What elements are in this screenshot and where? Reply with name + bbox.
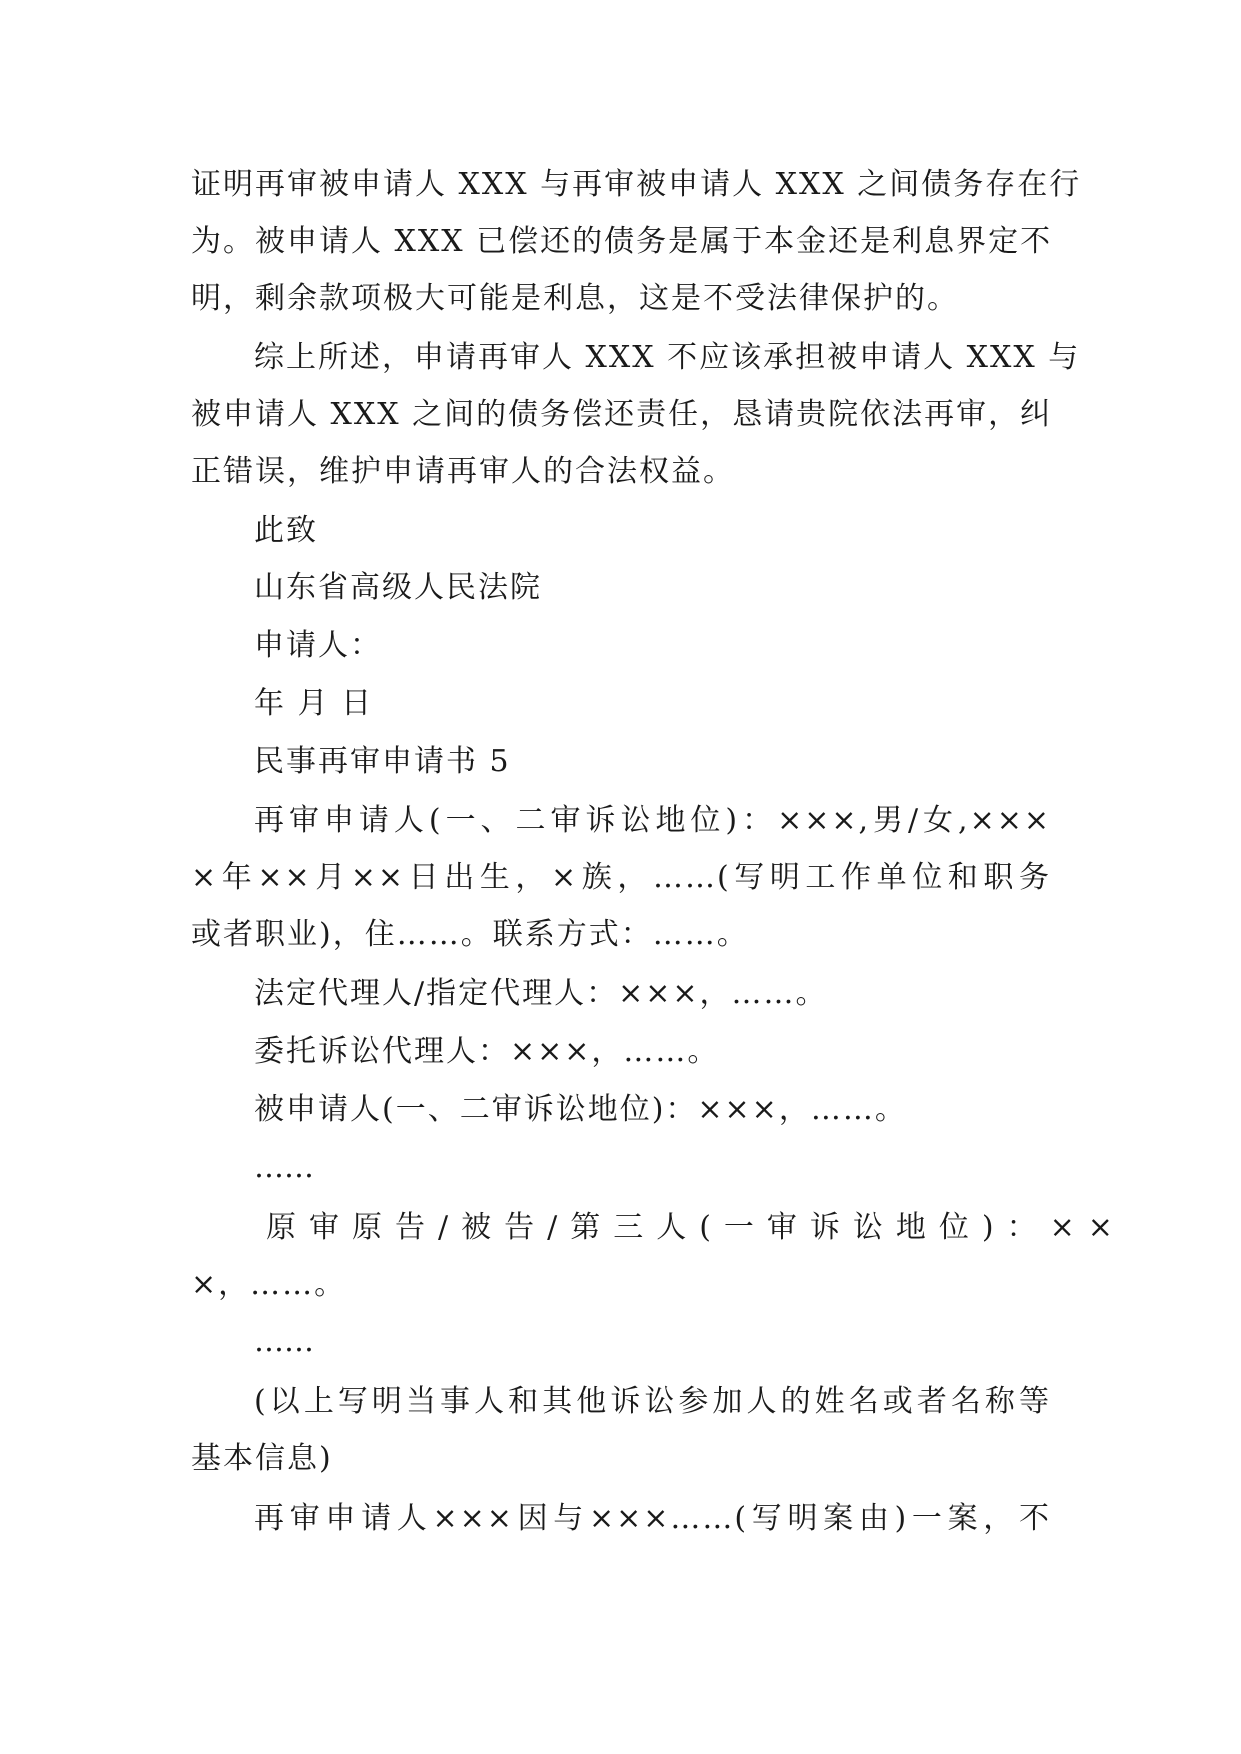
paragraph-line: 委托诉讼代理人：×××，……。 bbox=[254, 1034, 720, 1069]
paragraph-line: 综上所述，申请再审人 XXX 不应该承担被申请人 XXX 与 bbox=[254, 340, 1081, 375]
paragraph-line: 被申请人(一、二审诉讼地位)：×××，……。 bbox=[254, 1092, 907, 1127]
ellipsis-line: …… bbox=[254, 1324, 314, 1359]
paragraph-line: 法定代理人/指定代理人：×××，……。 bbox=[254, 976, 828, 1011]
paragraph-line: 正错误，维护申请再审人的合法权益。 bbox=[191, 454, 735, 489]
paragraph-line: 证明再审被申请人 XXX 与再审被申请人 XXX 之间债务存在行 bbox=[191, 167, 1082, 202]
ellipsis-line: …… bbox=[254, 1150, 314, 1185]
paragraph-line: 明，剩余款项极大可能是利息，这是不受法律保护的。 bbox=[191, 281, 959, 316]
paragraph-line: 或者职业)，住……。联系方式：……。 bbox=[191, 917, 749, 952]
applicant-signature-label: 申请人： bbox=[254, 628, 382, 663]
paragraph-line: 再审申请人(一、二审诉讼地位)：×××,男/女,××× bbox=[254, 803, 1051, 838]
paragraph-line: 再审申请人×××因与×××……(写明案由)一案，不 bbox=[254, 1501, 1051, 1536]
salutation: 此致 bbox=[254, 513, 318, 548]
paragraph-line: 被申请人 XXX 之间的债务偿还责任，恳请贵院依法再审，纠 bbox=[191, 397, 1053, 432]
date-line: 年 月 日 bbox=[254, 686, 374, 721]
paragraph-line: 为。被申请人 XXX 已偿还的债务是属于本金还是利息界定不 bbox=[191, 224, 1053, 259]
paragraph-line: 基本信息) bbox=[191, 1441, 333, 1476]
section-title: 民事再审申请书 5 bbox=[254, 744, 511, 779]
paragraph-line: ×，……。 bbox=[191, 1267, 347, 1302]
paragraph-line: (以上写明当事人和其他诉讼参加人的姓名或者名称等 bbox=[254, 1384, 1051, 1419]
recipient-court: 山东省高级人民法院 bbox=[254, 570, 542, 605]
paragraph-line: ×年××月××日出生，×族，……(写明工作单位和职务 bbox=[191, 860, 1051, 895]
paragraph-line: 原审原告/被告/第三人(一审诉讼地位)：×× bbox=[266, 1210, 1126, 1245]
